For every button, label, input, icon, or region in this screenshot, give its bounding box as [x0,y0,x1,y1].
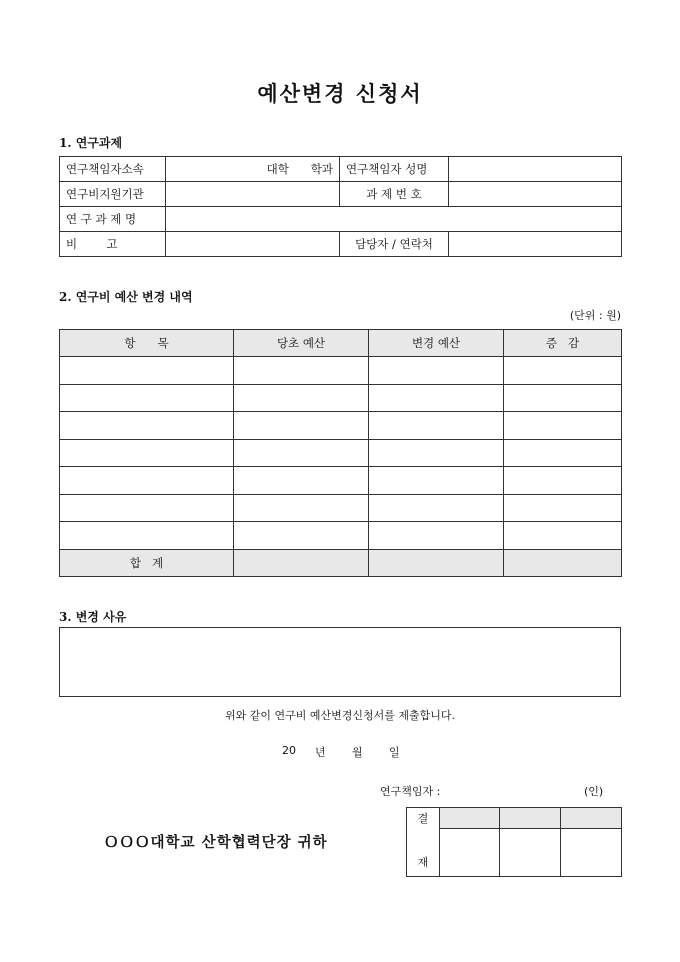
total-difference-cell[interactable] [504,549,622,577]
table-row [60,384,622,412]
approval-sign-row [407,829,622,877]
total-row [60,549,622,577]
table-row [60,494,622,522]
item-cell[interactable] [60,412,234,440]
item-cell[interactable] [60,494,234,522]
original-cell[interactable] [234,357,369,385]
funding-agency-field[interactable] [166,182,340,207]
approver-title-cell[interactable] [440,808,500,829]
pi-affiliation-label: 연구책임자소속 [60,157,166,182]
revised-cell[interactable] [369,494,504,522]
original-cell[interactable] [234,494,369,522]
project-info-table [59,156,622,257]
revised-cell[interactable] [369,439,504,467]
approval-title-row [407,808,622,829]
approval-label-bottom: 재 [407,829,440,877]
col-item-header: 항 목 [60,330,234,357]
revised-cell[interactable] [369,412,504,440]
table-row [60,522,622,550]
project-title-label: 연 구 과 제 명 [60,207,166,232]
item-cell[interactable] [60,357,234,385]
contact-field[interactable] [449,232,622,257]
budget-change-table [59,329,622,577]
funding-agency-label: 연구비지원기관 [60,182,166,207]
revised-cell[interactable] [369,357,504,385]
revised-cell[interactable] [369,522,504,550]
date-year: 년 [315,746,326,759]
original-cell[interactable] [234,384,369,412]
difference-cell[interactable] [504,384,622,412]
difference-cell[interactable] [504,494,622,522]
difference-cell[interactable] [504,522,622,550]
table-row [60,467,622,495]
original-cell[interactable] [234,439,369,467]
total-revised-cell[interactable] [369,549,504,577]
table-row [60,357,622,385]
revised-cell[interactable] [369,384,504,412]
remarks-field[interactable] [166,232,340,257]
table-row [60,412,622,440]
submission-statement: 위와 같이 연구비 예산변경신청서를 제출합니다. [224,709,455,722]
project-number-field[interactable] [449,182,622,207]
table-header-row [60,330,622,357]
remarks-label: 비 고 [60,232,166,257]
revised-cell[interactable] [369,467,504,495]
item-cell[interactable] [60,522,234,550]
project-number-label: 과 제 번 호 [340,182,449,207]
difference-cell[interactable] [504,412,622,440]
approval-box [406,807,622,877]
date-day: 일 [389,746,400,759]
table-row [60,207,622,232]
table-row [60,182,622,207]
approver-sign-cell[interactable] [440,829,500,877]
difference-cell[interactable] [504,357,622,385]
original-cell[interactable] [234,522,369,550]
change-reason-box[interactable] [59,627,621,697]
section1-heading: 1. 연구과제 [59,136,123,150]
item-cell[interactable] [60,467,234,495]
project-title-field[interactable] [166,207,622,232]
approver-title-cell[interactable] [561,808,622,829]
approval-label-top: 결 [407,808,440,829]
section3-heading: 3. 변경 사유 [59,610,127,624]
addressee: ＯＯＯ대학교 산학협력단장 귀하 [104,834,328,851]
pi-name-field[interactable] [449,157,622,182]
contact-label: 담당자 / 연락처 [340,232,449,257]
item-cell[interactable] [60,384,234,412]
date-month: 월 [352,746,363,759]
approver-title-cell[interactable] [500,808,561,829]
col-revised-budget-header: 변경 예산 [369,330,504,357]
date-year-prefix: 20 [282,744,296,757]
col-original-budget-header: 당초 예산 [234,330,369,357]
table-row [60,232,622,257]
section2-heading: 2. 연구비 예산 변경 내역 [59,290,193,304]
approver-sign-cell[interactable] [561,829,622,877]
difference-cell[interactable] [504,467,622,495]
table-row [60,157,622,182]
table-row [60,439,622,467]
original-cell[interactable] [234,412,369,440]
item-cell[interactable] [60,439,234,467]
unit-label: (단위 : 원) [569,309,621,322]
page-title: 예산변경 신청서 [257,81,423,106]
original-cell[interactable] [234,467,369,495]
seal-mark: (인) [584,785,604,798]
approver-sign-cell[interactable] [500,829,561,877]
difference-cell[interactable] [504,439,622,467]
pi-name-label: 연구책임자 성명 [340,157,449,182]
signer-label: 연구책임자 : [380,785,441,798]
total-original-cell[interactable] [234,549,369,577]
col-difference-header: 증 감 [504,330,622,357]
pi-affiliation-field[interactable]: 대학 학과 [166,157,340,182]
total-label: 합 계 [60,549,234,577]
